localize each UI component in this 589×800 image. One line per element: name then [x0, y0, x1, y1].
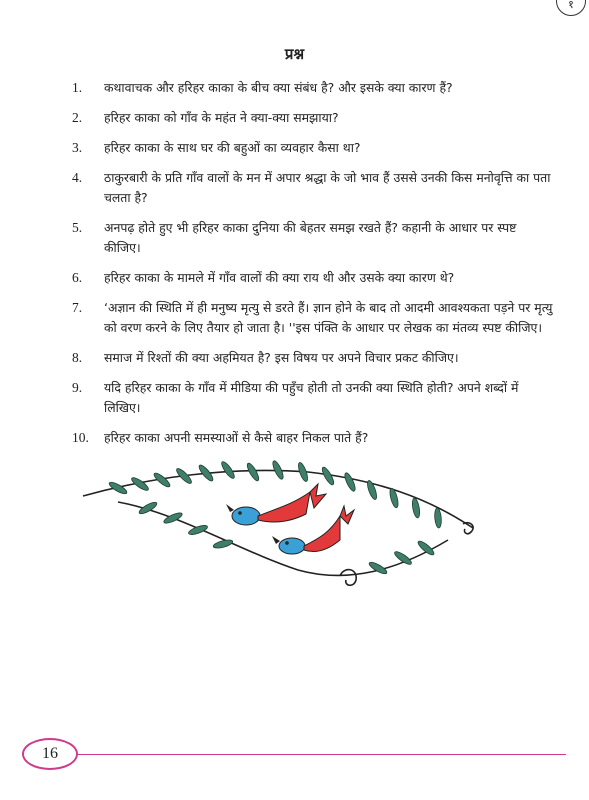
question-item	[72, 168, 556, 208]
question-item	[72, 348, 556, 368]
question-text: ‘अज्ञान की स्थिति में ही मनुष्य मृत्यु से डरते हैं। ज्ञान होने के बाद तो आदमी आवश्यकता पड़ने पर मृत्यु को वरण करने के लिए तैयार हो जाता है। ''इस पंक्ति के आधार पर लेखक का मंतव्य स्पष्ट कीजिए।	[104, 300, 553, 335]
question-text: हरिहर काका को गाँव के महंत ने क्या-क्या समझाया?	[104, 110, 339, 125]
question-item	[72, 78, 556, 98]
leaf-shape	[108, 480, 129, 496]
question-item	[72, 138, 556, 158]
question-item	[72, 298, 556, 338]
question-number: 6.	[72, 270, 83, 285]
question-list	[72, 78, 556, 458]
question-text: ठाकुरबारी के प्रति गाँव वालों के मन में अपार श्रद्धा के जो भाव हैं उससे उनकी किस मनोवृत्ति का पता चलता है?	[104, 170, 551, 205]
question-number: 8.	[72, 350, 83, 365]
question-item	[72, 268, 556, 288]
question-text: अनपढ़ होते हुए भी हरिहर काका दुनिया की बेहतर समझ रखते हैं? कहानी के आधार पर स्पष्ट कीजिए।	[104, 220, 517, 255]
leaf-shape	[163, 511, 184, 525]
vine-curl	[340, 570, 356, 586]
question-text: समाज में रिश्तों की क्या अहमियत है? इस विषय पर अपने विचार प्रकट कीजिए।	[104, 350, 459, 365]
question-text: हरिहर काका के मामले में गाँव वालों की क्या राय थी और उसके क्या कारण थे?	[104, 270, 455, 285]
question-number: 1.	[72, 80, 83, 95]
page-number: 16	[22, 738, 78, 770]
question-number: 2.	[72, 110, 83, 125]
question-number: 4.	[72, 170, 83, 185]
question-number: 10.	[72, 430, 89, 445]
vine-with-birds-icon	[78, 458, 478, 598]
question-number: 3.	[72, 140, 83, 155]
leaf-shape	[434, 508, 442, 528]
question-number: 5.	[72, 220, 83, 235]
question-text: यदि हरिहर काका के गाँव में मीडिया की पहुँच होती तो उनकी क्या स्थिति होती? अपने शब्दों में लिखिए।	[104, 380, 519, 415]
question-number: 9.	[72, 380, 83, 395]
question-text: हरिहर काका अपनी समस्याओं से कैसे बाहर निकल पाते हैं?	[104, 430, 369, 445]
leaf-shape	[220, 460, 237, 480]
question-text: हरिहर काका के साथ घर की बहुओं का व्यवहार कैसा था?	[104, 140, 361, 155]
leaf-shape	[411, 498, 421, 519]
question-item	[72, 108, 556, 128]
bird-left	[226, 484, 326, 525]
leaf-shape	[366, 480, 379, 501]
leaf-shape	[245, 462, 261, 483]
question-item	[72, 428, 556, 448]
question-item	[72, 378, 556, 418]
question-text: कथावाचक और हरिहर काका के बीच क्या संबंध है? और इसके क्या कारण हैं?	[104, 80, 453, 95]
leaf-shape	[393, 550, 413, 567]
leaf-shape	[343, 472, 357, 493]
page-title: प्रश्न	[284, 45, 305, 63]
footer-rule	[76, 754, 566, 755]
corner-page-marker: १	[556, 0, 586, 16]
question-number: 7.	[72, 300, 83, 315]
question-item	[72, 218, 556, 258]
